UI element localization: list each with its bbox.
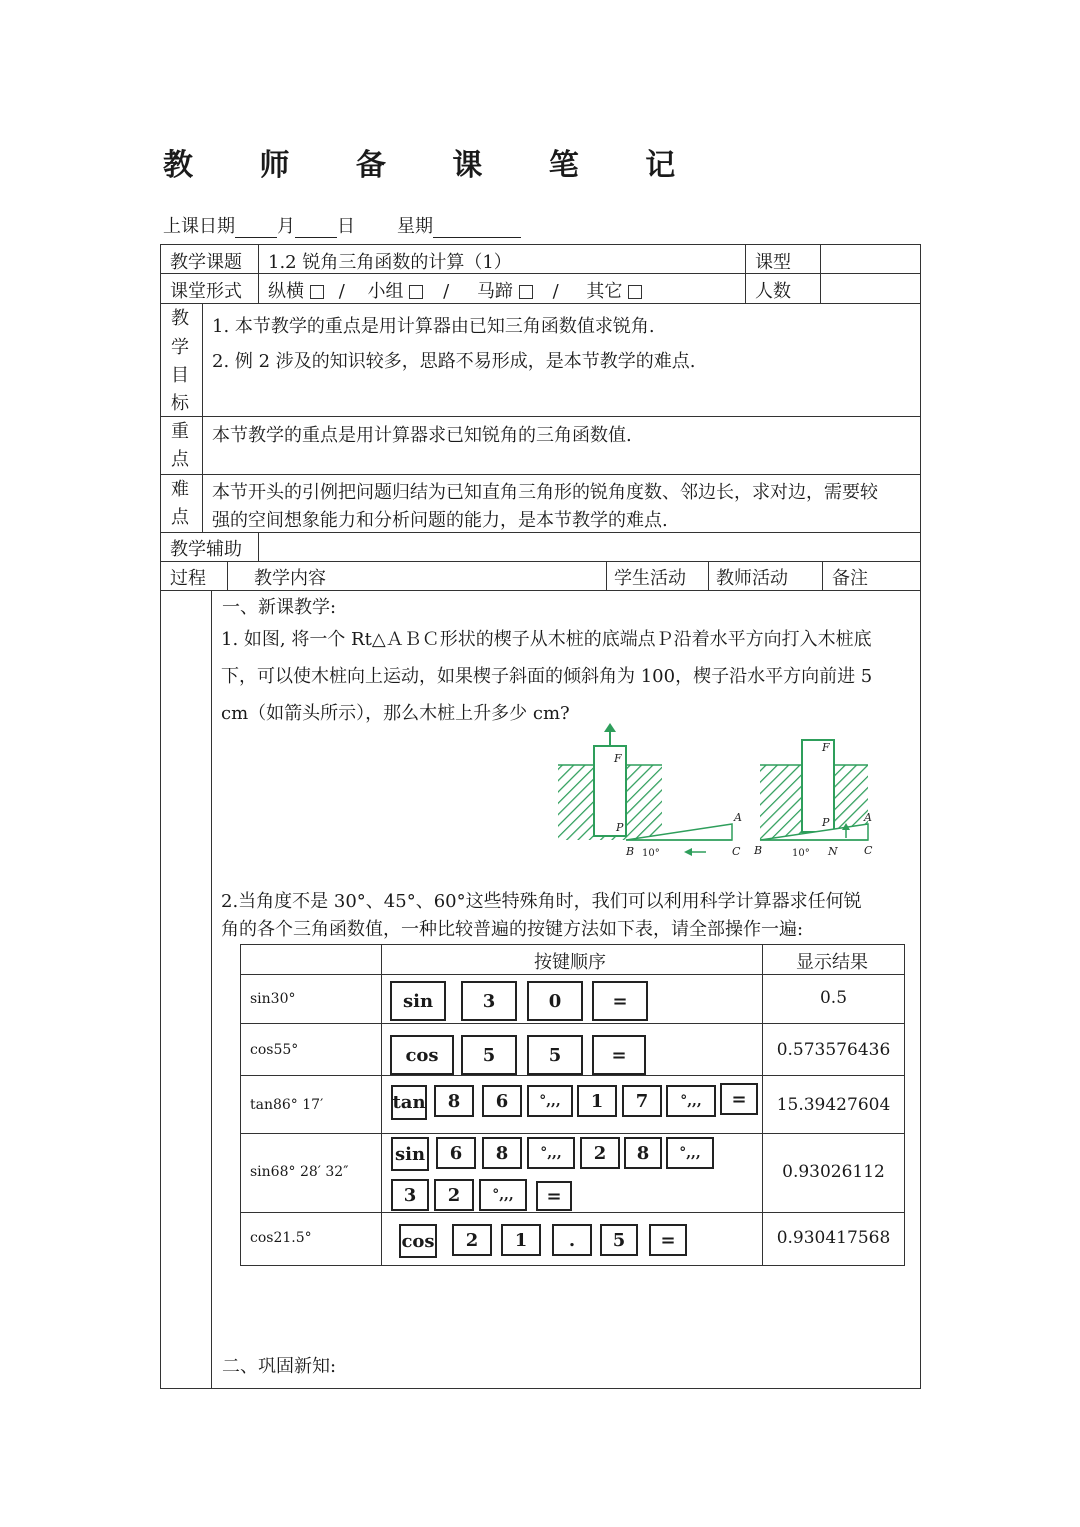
result-cos55: 0.573576436: [776, 1040, 891, 1060]
result-sin30: 0.5: [819, 988, 848, 1008]
count-label: 人数: [755, 281, 791, 302]
angle-right: 10°: [792, 848, 810, 859]
expr-sin30: sin30°: [250, 991, 296, 1007]
label-P-right: P: [822, 816, 830, 829]
keypoint-label-char: 重: [171, 421, 189, 442]
key-2[interactable]: 2: [452, 1224, 492, 1256]
goals-label-char: 目: [171, 365, 189, 386]
date-weekday: 星期: [397, 216, 433, 237]
header-content: 教学内容: [254, 568, 326, 589]
key-equals[interactable]: =: [592, 981, 648, 1021]
key-equals[interactable]: =: [536, 1181, 572, 1211]
key-sin[interactable]: sin: [391, 1137, 429, 1171]
topic-value: 1.2 锐角三角函数的计算（1）: [268, 252, 512, 273]
key-8[interactable]: 8: [482, 1137, 522, 1169]
lesson-type-label: 课型: [755, 252, 791, 273]
label-P-left: P: [616, 821, 624, 834]
angle-left: 10°: [642, 848, 660, 859]
checkbox-mati[interactable]: [519, 285, 533, 299]
date-prefix: 上课日期: [163, 216, 235, 237]
goal-item-1: 1. 本节教学的重点是用计算器由已知三角函数值求锐角.: [212, 316, 655, 337]
checkbox-qita[interactable]: [628, 285, 642, 299]
key-3[interactable]: 3: [391, 1179, 429, 1211]
aids-label: 教学辅助: [170, 539, 242, 560]
option-zongheng: 纵横: [268, 281, 304, 302]
page-title: 教 师 备 课 笔 记: [163, 148, 704, 183]
key-8[interactable]: 8: [624, 1137, 662, 1169]
label-F-right: F: [822, 741, 830, 754]
result-sin68: 0.93026112: [782, 1162, 885, 1182]
goals-label-char: 学: [171, 337, 189, 358]
key-dms[interactable]: °,,,: [666, 1137, 714, 1169]
goals-label-char: 教: [171, 308, 189, 329]
checkbox-zongheng[interactable]: [310, 285, 324, 299]
label-F-left: F: [614, 752, 622, 765]
key-2[interactable]: 2: [434, 1179, 474, 1211]
problem2-line1: 2.当角度不是 30°、45°、60°这些特殊角时，我们可以利用科学计算器求任何锐: [221, 891, 862, 912]
option-mati: 马蹄: [476, 281, 513, 302]
goals-label-char: 标: [171, 393, 189, 414]
calc-header-keys: 按键顺序: [534, 952, 606, 973]
result-cos21: 0.930417568: [776, 1228, 891, 1248]
header-notes: 备注: [832, 568, 868, 589]
key-5[interactable]: 5: [600, 1224, 638, 1256]
expr-cos21: cos21.5°: [250, 1230, 312, 1246]
label-C-right: C: [864, 844, 873, 857]
separator: /: [338, 281, 345, 302]
header-process: 过程: [170, 568, 206, 589]
key-2[interactable]: 2: [580, 1137, 620, 1169]
result-tan86: 15.39427604: [776, 1095, 891, 1115]
key-tan[interactable]: tan: [391, 1085, 427, 1120]
header-teacher: 教师活动: [716, 568, 788, 589]
label-B-left: B: [626, 845, 635, 858]
section-1-heading: 一、新课教学:: [222, 597, 337, 618]
key-equals[interactable]: =: [592, 1035, 646, 1075]
label-A-right: A: [864, 811, 872, 824]
label-A-left: A: [734, 811, 742, 824]
separator: /: [443, 281, 450, 302]
key-5[interactable]: 5: [461, 1035, 517, 1075]
key-cos[interactable]: cos: [390, 1035, 454, 1075]
difficulty-line-1: 本节开头的引例把问题归结为已知直角三角形的锐角度数、邻边长，求对边，需要较: [212, 482, 878, 503]
wedge-figure: [550, 720, 890, 865]
option-xiaozu: 小组: [367, 281, 404, 302]
key-1[interactable]: 1: [501, 1224, 541, 1256]
keypoint-label-char: 点: [171, 449, 189, 470]
problem1-line3: cm（如箭头所示），那么木桩上升多少 cm?: [221, 703, 570, 724]
date-day: 日: [337, 216, 355, 237]
separator: /: [552, 281, 559, 302]
figure-left: [558, 723, 742, 859]
expr-cos55: cos55°: [250, 1042, 299, 1058]
expr-tan86: tan86° 17′: [250, 1097, 324, 1113]
key-5[interactable]: 5: [527, 1035, 583, 1075]
label-N-right: N: [828, 845, 838, 858]
key-8[interactable]: 8: [434, 1085, 474, 1117]
key-7[interactable]: 7: [622, 1085, 662, 1117]
figure-right: [753, 740, 873, 859]
expr-sin68: sin68° 28′ 32″: [250, 1164, 349, 1180]
key-cos[interactable]: cos: [399, 1224, 437, 1258]
checkbox-xiaozu[interactable]: [409, 285, 423, 299]
difficulty-label-char: 点: [171, 507, 189, 528]
key-0[interactable]: 0: [527, 981, 583, 1021]
key-equals[interactable]: =: [720, 1083, 758, 1115]
form-options: [268, 277, 642, 303]
calc-header-result: 显示结果: [796, 952, 868, 973]
key-equals[interactable]: =: [649, 1224, 687, 1256]
key-6[interactable]: 6: [436, 1137, 476, 1169]
key-dms[interactable]: °,,,: [527, 1085, 573, 1117]
label-C-left: C: [732, 845, 741, 858]
date-month: 月: [277, 216, 295, 237]
key-dms[interactable]: °,,,: [666, 1085, 716, 1117]
form-label: 课堂形式: [170, 281, 242, 302]
topic-label: 教学课题: [170, 252, 242, 273]
label-B-right: B: [754, 844, 763, 857]
key-sin[interactable]: sin: [390, 981, 446, 1021]
header-student: 学生活动: [614, 568, 686, 589]
section-2-heading: 二、巩固新知:: [222, 1356, 337, 1377]
key-decimal[interactable]: .: [552, 1224, 592, 1256]
key-1[interactable]: 1: [577, 1085, 617, 1117]
date-line: [163, 212, 521, 238]
key-dms[interactable]: °,,,: [527, 1137, 575, 1169]
key-dms[interactable]: °,,,: [479, 1179, 527, 1211]
problem2-line2: 角的各个三角函数值，一种比较普遍的按键方法如下表，请全部操作一遍:: [221, 919, 804, 940]
difficulty-label-char: 难: [171, 479, 189, 500]
goal-item-2: 2. 例 2 涉及的知识较多，思路不易形成，是本节教学的难点.: [212, 351, 696, 372]
key-point-text: 本节教学的重点是用计算器求已知锐角的三角函数值.: [212, 425, 632, 446]
key-6[interactable]: 6: [482, 1085, 522, 1117]
problem1-line2: 下，可以使木桩向上运动，如果楔子斜面的倾斜角为 100，楔子沿水平方向前进 5: [221, 666, 873, 687]
option-qita: 其它: [586, 281, 623, 302]
difficulty-line-2: 强的空间想象能力和分析问题的能力，是本节教学的难点.: [212, 510, 668, 531]
key-3[interactable]: 3: [461, 981, 517, 1021]
problem1-line1: 1. 如图, 将一个 Rt△ＡＢＣ形状的楔子从木桩的底端点Ｐ沿着水平方向打入木桩底: [221, 629, 872, 650]
